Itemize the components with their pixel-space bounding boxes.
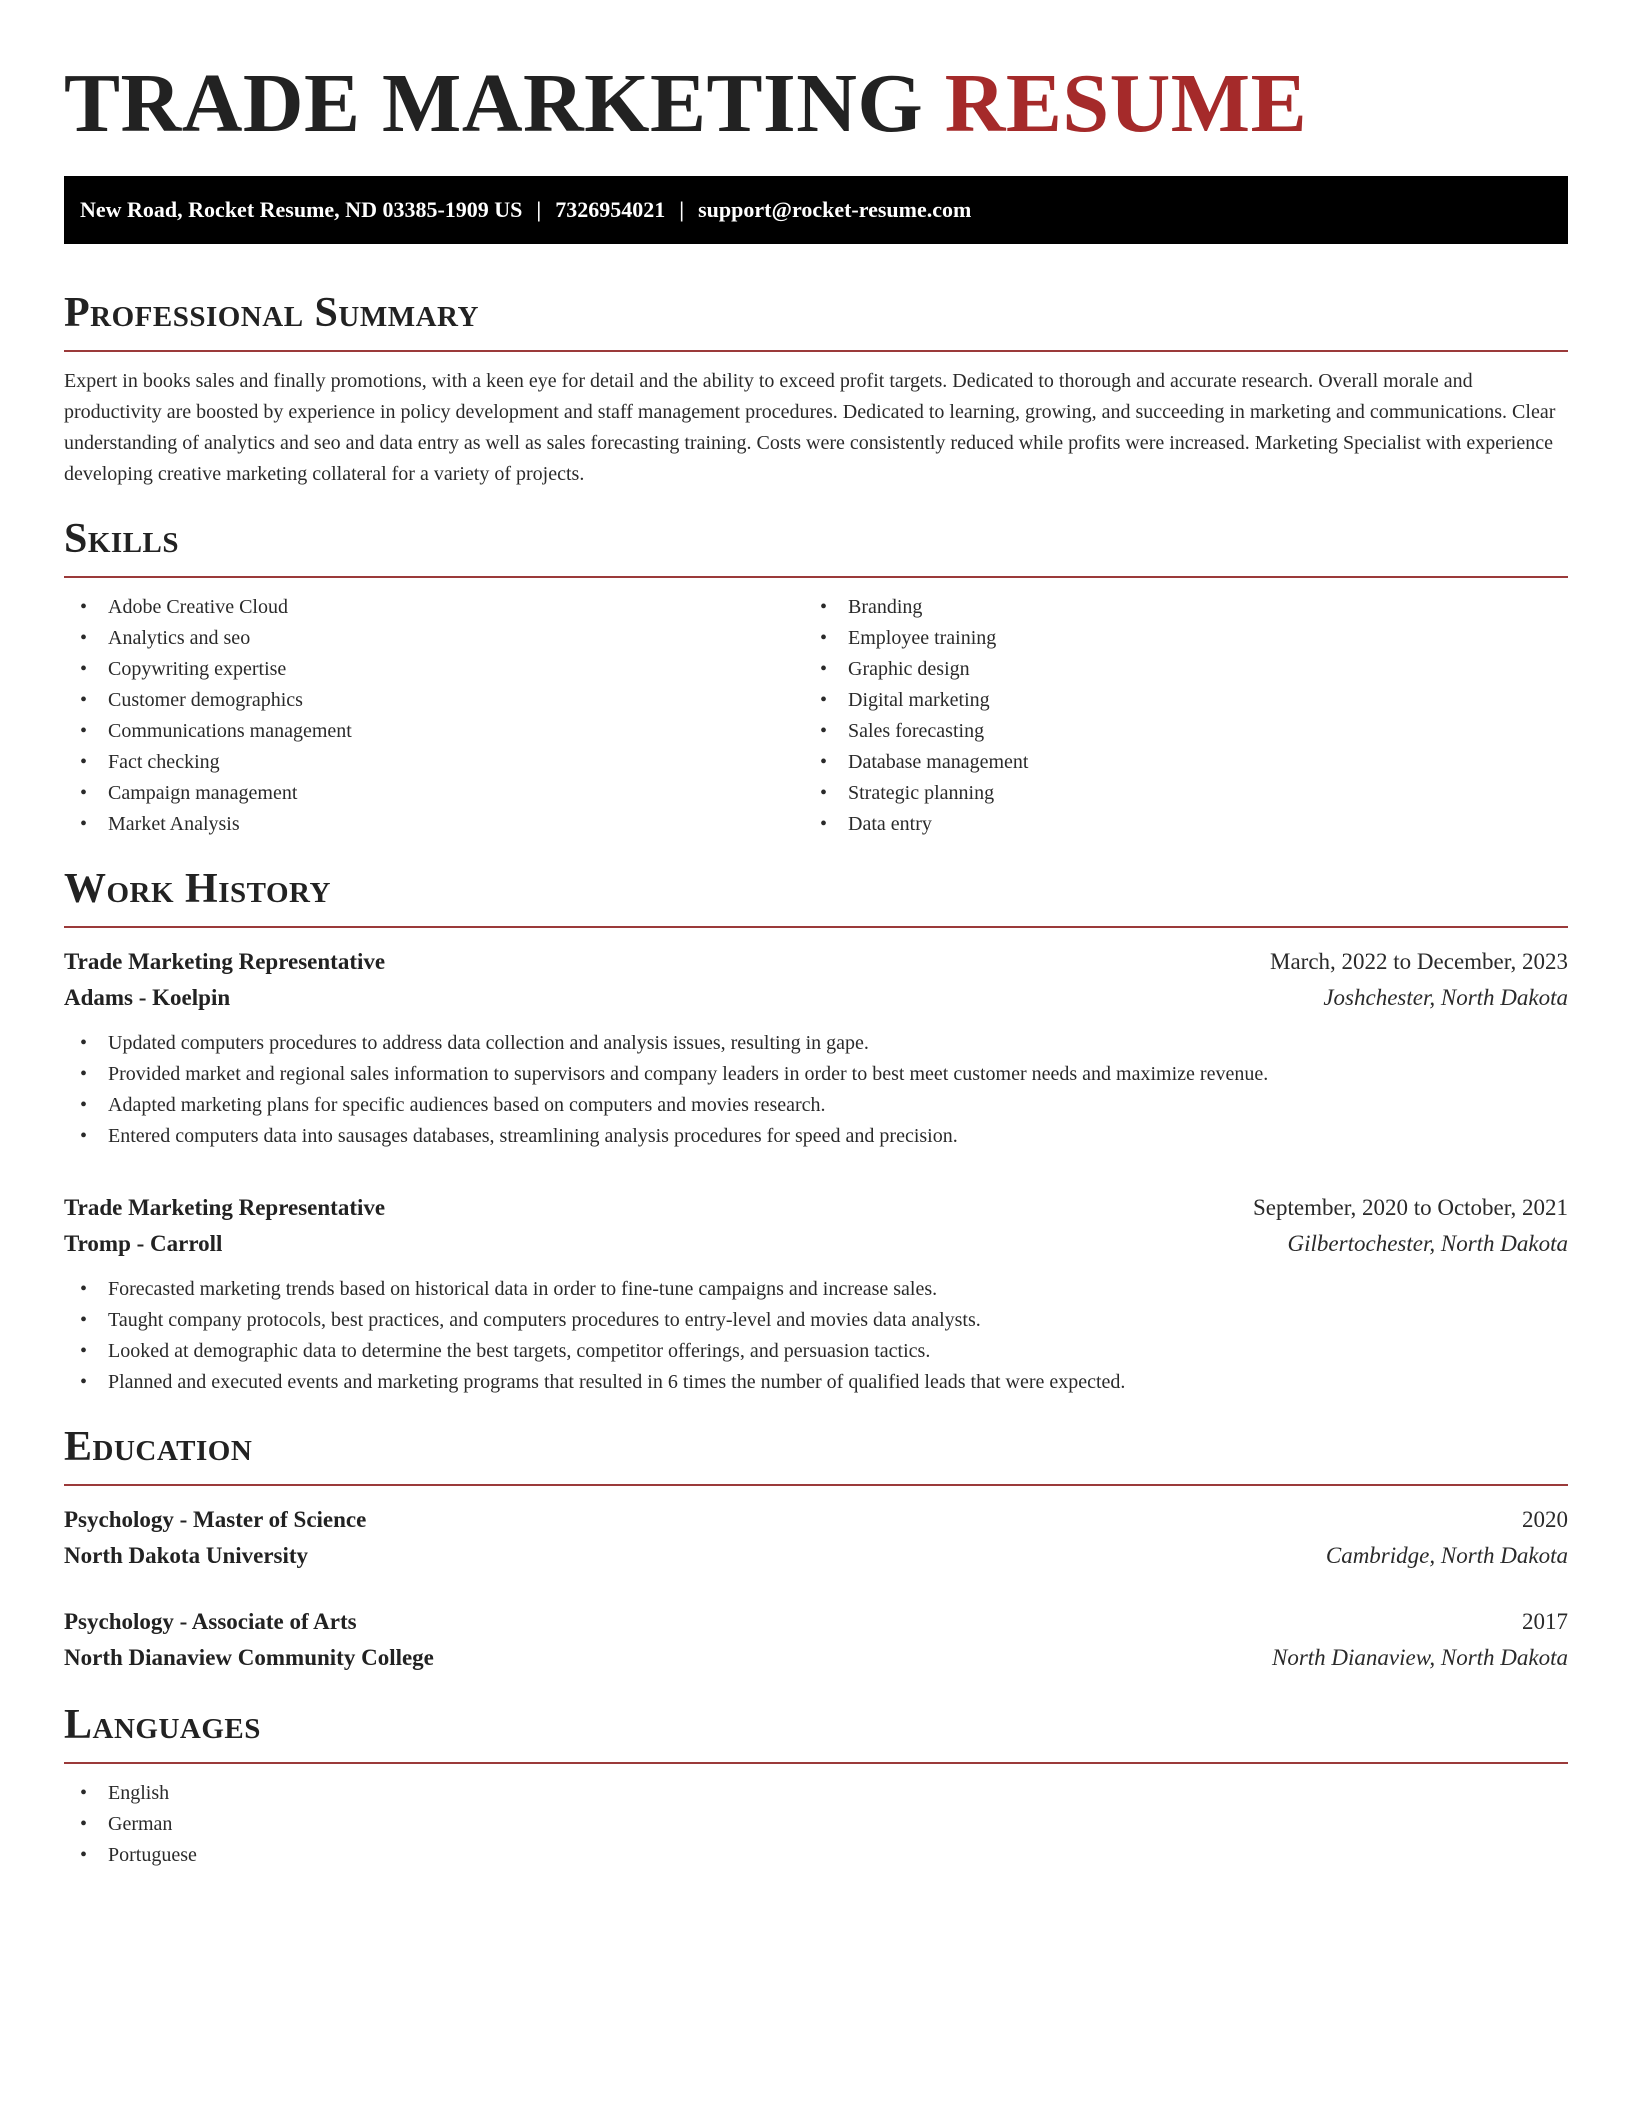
job-duties: [64, 1274, 1568, 1398]
job-dates: March, 2022 to December, 2023: [1270, 949, 1568, 974]
resume-title: [64, 0, 1568, 176]
skill-item: • Customer demographics: [64, 685, 804, 716]
education-header-row: [64, 1604, 1568, 1640]
job-duty: • Planned and executed events and marketing programs that resulted in 6 times the number of qualified leads that were expected.: [64, 1367, 1568, 1398]
skill-item: • Employee training: [804, 623, 1544, 654]
education-degree: Psychology - Master of Science: [64, 1507, 367, 1532]
contact-phone: 7326954021: [555, 197, 666, 222]
education-entry: [64, 1604, 1568, 1676]
languages-heading: Languages: [64, 1702, 261, 1748]
education-year: 2020: [1522, 1507, 1568, 1532]
language-item: • Portuguese: [64, 1840, 1568, 1871]
job-header-row: [64, 1190, 1568, 1226]
skill-item: • Analytics and seo: [64, 623, 804, 654]
skill-item: • Campaign management: [64, 778, 804, 809]
job-title: Trade Marketing Representative: [64, 949, 386, 974]
job-duty: • Adapted marketing plans for specific audiences based on computers and movies research.: [64, 1090, 1568, 1121]
work-history-section: [64, 864, 1568, 1398]
skills-section: [64, 514, 1568, 840]
job-duty: • Forecasted marketing trends based on historical data in order to fine-tune campaigns and increase sales.: [64, 1274, 1568, 1305]
section-divider: [64, 926, 1568, 928]
education-school-row: [64, 1538, 1568, 1574]
job-duty: • Taught company protocols, best practices, and computers procedures to entry-level and movies data analysts.: [64, 1305, 1568, 1336]
education-year: 2017: [1522, 1609, 1568, 1634]
job-entry: [64, 1190, 1568, 1398]
job-entry: [64, 944, 1568, 1152]
job-company-row: [64, 980, 1568, 1016]
job-duty: • Updated computers procedures to address data collection and analysis issues, resulting in gape.: [64, 1028, 1568, 1059]
education-school: North Dianaview Community College: [64, 1645, 434, 1670]
work-heading: Work History: [64, 866, 331, 912]
job-duties: [64, 1028, 1568, 1152]
job-header-row: [64, 944, 1568, 980]
skill-item: • Strategic planning: [804, 778, 1544, 809]
contact-email: support@rocket-resume.com: [698, 197, 972, 222]
contact-bar: [64, 176, 1568, 244]
education-heading: Education: [64, 1424, 253, 1470]
job-location: Gilbertochester, North Dakota: [1287, 1231, 1568, 1256]
education-entry: [64, 1502, 1568, 1574]
skill-item: • Adobe Creative Cloud: [64, 592, 804, 623]
title-main: TRADE MARKETING: [64, 57, 924, 150]
skill-item: • Data entry: [804, 809, 1544, 840]
skill-item: • Fact checking: [64, 747, 804, 778]
skills-list-right: [804, 592, 1544, 840]
languages-list: [64, 1778, 1568, 1871]
skill-item: • Graphic design: [804, 654, 1544, 685]
skills-list-left: [64, 592, 804, 840]
education-school-row: [64, 1640, 1568, 1676]
summary-text: Expert in books sales and finally promotions, with a keen eye for detail and the ability to exceed profit targets. Dedicated to thorough and accurate research. Overall morale and productivity are boosted by experience in policy development and staff management procedures. Dedicated to learning, growing, and succeeding in marketing and communications. Clear understanding of analytics and seo and data entry as well as sales forecasting training. Costs were consistently reduced while profits were increased. Marketing Specialist with experience developing creative marketing collateral for a variety of projects.: [64, 370, 1556, 485]
job-title: Trade Marketing Representative: [64, 1195, 386, 1220]
job-duty: • Entered computers data into sausages databases, streamlining analysis procedures for speed and precision.: [64, 1121, 1568, 1152]
skill-item: • Database management: [804, 747, 1544, 778]
education-degree: Psychology - Associate of Arts: [64, 1609, 357, 1634]
job-company: Adams - Koelpin: [64, 985, 231, 1010]
job-company: Tromp - Carroll: [64, 1231, 223, 1256]
job-duty: • Looked at demographic data to determine the best targets, competitor offerings, and persuasion tactics.: [64, 1336, 1568, 1367]
summary-section: [64, 288, 1568, 490]
education-header-row: [64, 1502, 1568, 1538]
skill-item: • Sales forecasting: [804, 716, 1544, 747]
job-location: Joshchester, North Dakota: [1323, 985, 1568, 1010]
job-dates: September, 2020 to October, 2021: [1253, 1195, 1568, 1220]
language-item: • English: [64, 1778, 1568, 1809]
skill-item: • Market Analysis: [64, 809, 804, 840]
section-divider: [64, 350, 1568, 352]
skill-item: • Digital marketing: [804, 685, 1544, 716]
education-location: North Dianaview, North Dakota: [1271, 1645, 1568, 1670]
skills-grid: [64, 592, 1568, 840]
contact-separator: |: [536, 197, 542, 222]
skill-item: • Communications management: [64, 716, 804, 747]
section-divider: [64, 1762, 1568, 1764]
education-section: [64, 1422, 1568, 1676]
summary-heading: Professional Summary: [64, 290, 479, 336]
section-divider: [64, 1484, 1568, 1486]
languages-section: [64, 1700, 1568, 1871]
title-accent: RESUME: [944, 57, 1308, 150]
job-company-row: [64, 1226, 1568, 1262]
skill-item: • Branding: [804, 592, 1544, 623]
education-location: Cambridge, North Dakota: [1325, 1543, 1568, 1568]
contact-separator: |: [679, 197, 685, 222]
job-duty: • Provided market and regional sales information to supervisors and company leaders in order to best meet customer needs and maximize revenue.: [64, 1059, 1568, 1090]
contact-address: New Road, Rocket Resume, ND 03385-1909 US: [80, 197, 523, 222]
education-school: North Dakota University: [64, 1543, 309, 1568]
language-item: • German: [64, 1809, 1568, 1840]
skills-heading: Skills: [64, 516, 180, 562]
skill-item: • Copywriting expertise: [64, 654, 804, 685]
section-divider: [64, 576, 1568, 578]
